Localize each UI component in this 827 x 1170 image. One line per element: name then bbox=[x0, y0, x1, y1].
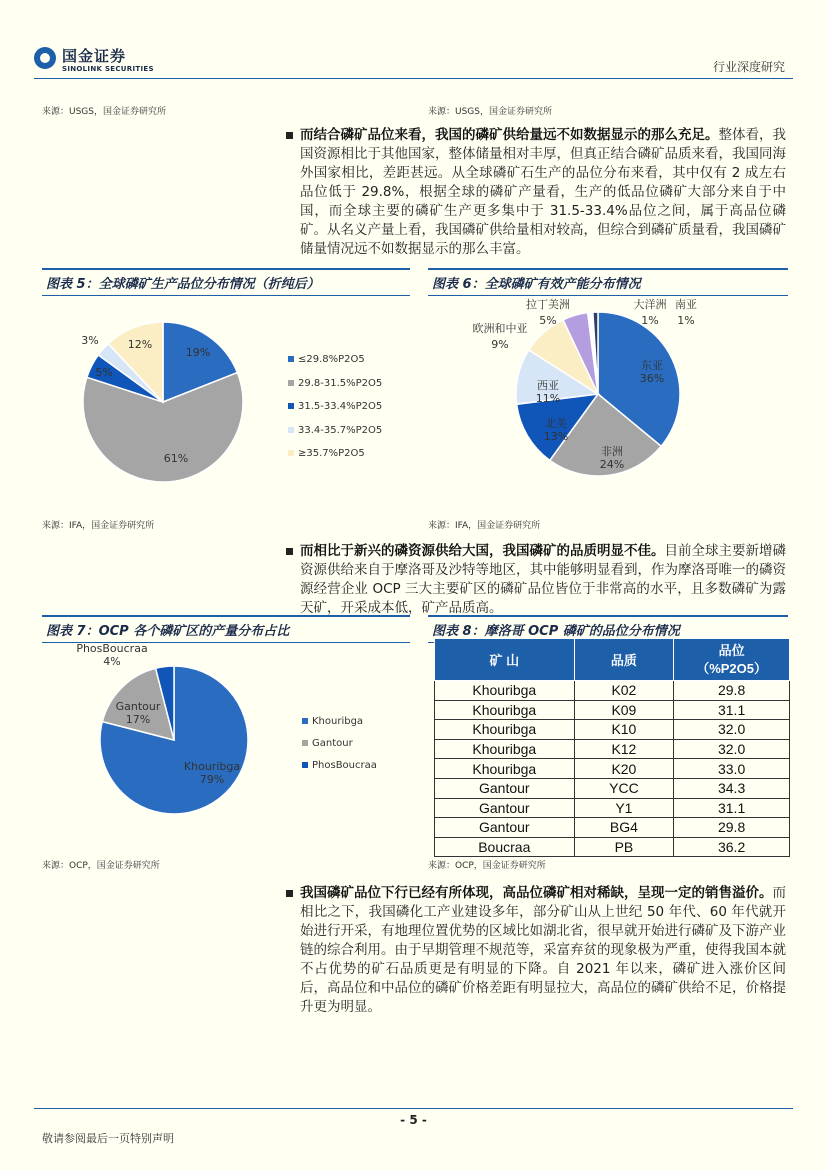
figure-6-chart bbox=[428, 292, 788, 512]
legend-swatch bbox=[288, 427, 294, 433]
legend-item bbox=[302, 738, 353, 749]
legend-item bbox=[288, 401, 382, 412]
table-cell: K10 bbox=[574, 720, 674, 740]
data-label: 12% bbox=[127, 338, 153, 351]
data-label: 9% bbox=[491, 338, 509, 351]
data-label: 79% bbox=[199, 773, 225, 786]
paragraph-2: 而相比于新兴的磷资源供给大国，我国磷矿的品质明显不佳。目前全球主要新增磷资源供给来自于摩洛哥及沙特等地区，其中能够明显看到，作为摩洛哥唯一的磷资源经营企业 OCP 三大主要矿区的磷矿品位皆位于非常高的水平，且多数磷矿为露天矿，开采成本低，矿产品质高。 bbox=[300, 543, 786, 616]
table-row bbox=[435, 759, 790, 779]
legend-item bbox=[288, 448, 365, 459]
table-cell: 32.0 bbox=[674, 720, 790, 740]
data-label: 1% bbox=[641, 314, 659, 327]
legend-item bbox=[288, 425, 382, 436]
col-header-mine: 矿 山 bbox=[435, 639, 575, 681]
table-cell: Gantour bbox=[435, 818, 575, 838]
data-label: 61% bbox=[163, 452, 189, 465]
table-row bbox=[435, 778, 790, 798]
legend-swatch bbox=[302, 740, 308, 746]
slice-name-label: 南亚 bbox=[675, 298, 697, 311]
table-cell: K09 bbox=[574, 700, 674, 720]
table-cell: Khouribga bbox=[435, 681, 575, 701]
legend-label: 33.4-35.7%P2O5 bbox=[298, 424, 383, 436]
data-label: 3% bbox=[81, 334, 99, 347]
table-cell: 31.1 bbox=[674, 798, 790, 818]
source-top-left: 来源：USGS，国金证券研究所 bbox=[42, 107, 166, 117]
table-row bbox=[435, 818, 790, 838]
table-cell: Khouribga bbox=[435, 739, 575, 759]
logo-icon bbox=[34, 47, 56, 69]
slice-name-label: 非洲 bbox=[601, 445, 623, 458]
source-mid-right: 来源：IFA，国金证券研究所 bbox=[428, 521, 541, 531]
table-row bbox=[435, 720, 790, 740]
data-label: 11% bbox=[535, 392, 561, 405]
source-top-right: 来源：USGS，国金证券研究所 bbox=[428, 107, 552, 117]
table-cell: Khouribga bbox=[435, 700, 575, 720]
table-cell: 36.2 bbox=[674, 837, 790, 857]
data-label: 17% bbox=[125, 713, 151, 726]
table-cell: K20 bbox=[574, 759, 674, 779]
table-cell: Khouribga bbox=[435, 720, 575, 740]
disclaimer-note: 敬请参阅最后一页特别声明 bbox=[42, 1132, 174, 1145]
paragraph-1: 而结合磷矿品位来看，我国的磷矿供给量远不如数据显示的那么充足。整体看，我国资源相比于其他国家，整体储量相对丰厚，但真正结合磷矿品质来看，我国同海外国家相比，差距甚远。从全球磷矿石生产的品位分布来看，其中仅有 2 成左右品位低于 29.8%，根据全球的磷矿产量看，生产的低品位磷矿大部分来自于中国，而全球主要的磷矿生产更多集中于 31.5-33.4%品位之间，属于高品位磷矿。从名义产量上看，我国磷矿供给量相对较高，但综合到磷矿质量看，我国磷矿储量情况远不如数据显示的那么丰富。 bbox=[300, 127, 786, 257]
table-cell: Boucraa bbox=[435, 837, 575, 857]
legend-item bbox=[302, 760, 377, 771]
table-row bbox=[435, 837, 790, 857]
bullet-icon bbox=[286, 132, 293, 139]
table-cell: K12 bbox=[574, 739, 674, 759]
table-cell: Gantour bbox=[435, 798, 575, 818]
table-cell: K02 bbox=[574, 681, 674, 701]
logo-text: 国金证券 bbox=[62, 47, 127, 65]
source-mid-left: 来源：IFA，国金证券研究所 bbox=[42, 521, 155, 531]
legend-item bbox=[302, 716, 363, 727]
bullet-icon bbox=[286, 890, 293, 897]
col-header-grade: 品质 bbox=[574, 639, 674, 681]
figure-5-title: 图表 5：全球磷矿生产品位分布情况（折纯后） bbox=[42, 268, 410, 296]
table-cell: 29.8 bbox=[674, 681, 790, 701]
slice-name-label: Khouribga bbox=[183, 760, 241, 773]
slice-name-label: 北美 bbox=[545, 417, 567, 430]
col-header-p2o5: 品位 （%P2O5） bbox=[674, 639, 790, 681]
table-cell: Y1 bbox=[574, 798, 674, 818]
table-row bbox=[435, 798, 790, 818]
legend-label: ≥35.7%P2O5 bbox=[298, 448, 365, 459]
logo-subtext: SINOLINK SECURITIES bbox=[62, 65, 154, 73]
paragraph-3: 我国磷矿品位下行已经有所体现，高品位磷矿相对稀缺，呈现一定的销售溢价。而相比之下，我国磷化工产业建设多年，部分矿山从上世纪 50 年代、60 年代就开始进行开采，有地理位置优势的区域比如湖北省，很早就开始进行磷矿及下游产业链的综合利用。由于早期管理不规范等，采富弃贫的现象极为严重，使得我国本就不占优势的矿石品质更是有明显的下降。自 2021 年以来，磷矿进入涨价区间后，高品位和中品位的磷矿价格差距有明显拉大，高品位的磷矿供给不足，价格提升更为明显。 bbox=[300, 885, 786, 1015]
report-type: 行业深度研究 bbox=[712, 60, 785, 74]
table-cell: Khouribga bbox=[435, 759, 575, 779]
table-cell: YCC bbox=[574, 778, 674, 798]
slice-name-label: PhosBoucraa bbox=[76, 642, 148, 655]
legend-swatch bbox=[302, 718, 308, 724]
legend-label: Gantour bbox=[312, 738, 353, 749]
data-label: 19% bbox=[185, 346, 211, 359]
legend-swatch bbox=[288, 356, 294, 362]
table-row bbox=[435, 739, 790, 759]
figure-7-chart bbox=[42, 638, 412, 853]
slice-name-label: 大洋洲 bbox=[633, 298, 667, 311]
ore-grade-table bbox=[434, 638, 790, 857]
legend-item bbox=[288, 354, 365, 365]
table-cell: BG4 bbox=[574, 818, 674, 838]
page-number: - 5 - bbox=[400, 1113, 427, 1127]
data-label: 24% bbox=[599, 458, 625, 471]
table-cell: 32.0 bbox=[674, 739, 790, 759]
data-label: 13% bbox=[543, 430, 569, 443]
legend-swatch bbox=[288, 403, 294, 409]
legend-swatch bbox=[288, 380, 294, 386]
legend-item bbox=[288, 378, 382, 389]
legend-label: PhosBoucraa bbox=[312, 760, 377, 771]
table-cell: 34.3 bbox=[674, 778, 790, 798]
figure-8-title: 图表 8：摩洛哥 OCP 磷矿的品位分布情况 bbox=[428, 615, 788, 643]
figure-7-title: 图表 7：OCP 各个磷矿区的产量分布占比 bbox=[42, 615, 410, 643]
bullet-icon bbox=[286, 548, 293, 555]
table-cell: PB bbox=[574, 837, 674, 857]
table-cell: Gantour bbox=[435, 778, 575, 798]
data-label: 5% bbox=[539, 314, 557, 327]
legend-swatch bbox=[288, 450, 294, 456]
legend-label: Khouribga bbox=[312, 716, 364, 727]
slice-name-label: 拉丁美洲 bbox=[526, 298, 570, 311]
table-cell: 33.0 bbox=[674, 759, 790, 779]
legend-swatch bbox=[302, 762, 308, 768]
source-low-left: 来源：OCP，国金证券研究所 bbox=[42, 861, 160, 871]
header-divider bbox=[34, 78, 793, 79]
slice-name-label: 欧洲和中亚 bbox=[472, 322, 528, 335]
data-label: 4% bbox=[103, 655, 121, 668]
table-cell: 31.1 bbox=[674, 700, 790, 720]
figure-6-title: 图表 6：全球磷矿有效产能分布情况 bbox=[428, 268, 788, 296]
data-label: 1% bbox=[677, 314, 695, 327]
footer-divider bbox=[34, 1108, 793, 1109]
slice-name-label: 东亚 bbox=[641, 359, 663, 372]
source-low-right: 来源：OCP，国金证券研究所 bbox=[428, 861, 546, 871]
legend-label: ≤29.8%P2O5 bbox=[298, 354, 365, 365]
slice-name-label: Gantour bbox=[115, 700, 161, 713]
table-cell: 29.8 bbox=[674, 818, 790, 838]
table-row bbox=[435, 700, 790, 720]
table-row bbox=[435, 681, 790, 701]
legend-label: 29.8-31.5%P2O5 bbox=[298, 377, 383, 389]
legend-label: 31.5-33.4%P2O5 bbox=[298, 401, 383, 412]
data-label: 36% bbox=[639, 372, 665, 385]
slice-name-label: 西亚 bbox=[537, 379, 559, 392]
data-label: 5% bbox=[95, 366, 113, 379]
